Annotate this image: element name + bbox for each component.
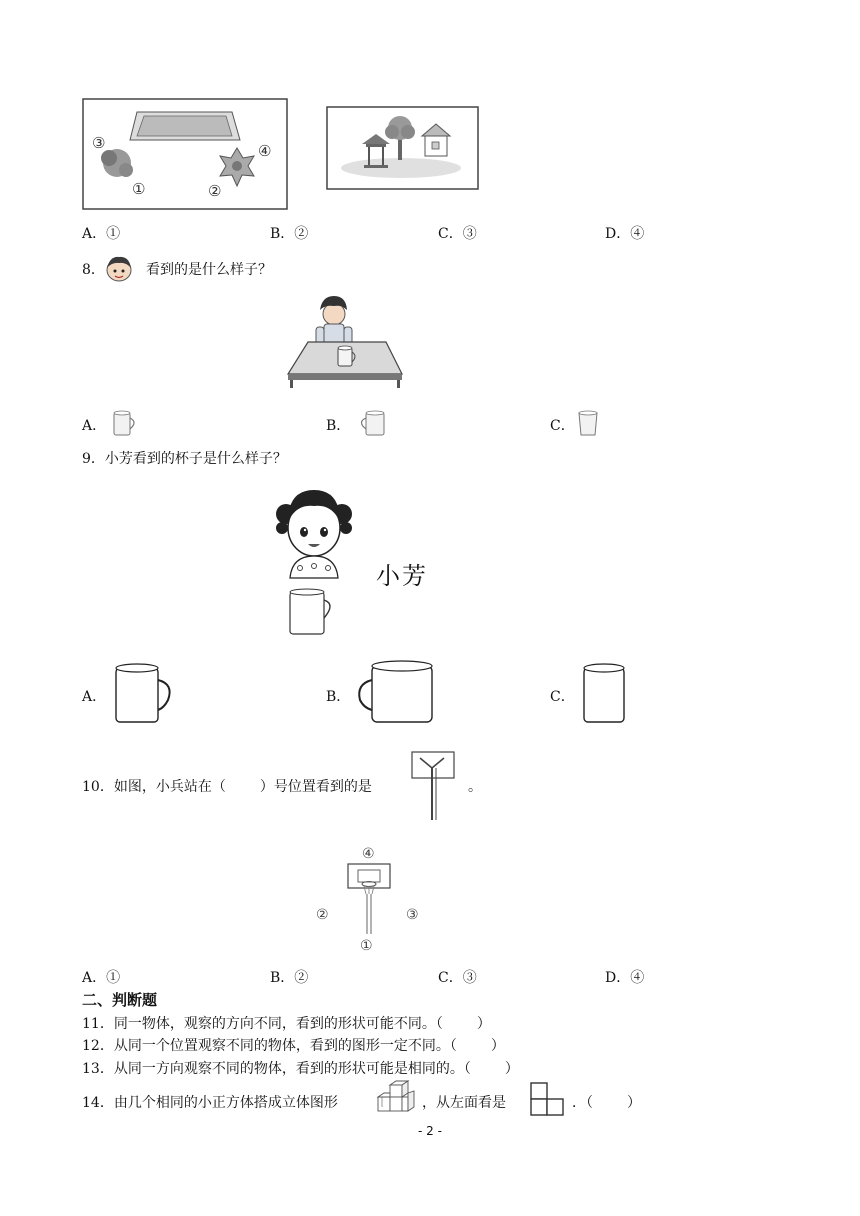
mug-no-handle-icon [580, 662, 628, 724]
option-value: ① [106, 226, 121, 242]
option-letter: C． [550, 689, 575, 705]
position-mark-1: ① [360, 938, 373, 954]
option-value: ③ [462, 226, 477, 242]
position-mark-3: ③ [406, 907, 419, 923]
item-text-after: ．（ [572, 1095, 593, 1111]
option-value: ② [294, 970, 309, 986]
q9-cup-figure [286, 588, 336, 638]
item-close: ） [476, 1016, 491, 1032]
item-close: ） [490, 1038, 505, 1054]
q9-option-c[interactable] [550, 686, 575, 706]
map-mark-3: ③ [92, 134, 106, 152]
q10-option-a[interactable] [82, 967, 120, 987]
boy-face-icon [104, 254, 134, 282]
q9-question [82, 448, 287, 468]
q8-number: 8． [82, 262, 105, 278]
q10-option-c[interactable] [438, 967, 477, 987]
judgement-item-14-end [572, 1092, 641, 1112]
mug-handle-right-icon [112, 662, 174, 724]
option-letter: C． [438, 970, 463, 986]
judgement-item-12 [82, 1035, 505, 1055]
q7-option-c[interactable] [438, 223, 477, 243]
cup-no-handle-icon [576, 409, 600, 437]
girl-name-label: 小芳 [376, 562, 428, 590]
option-letter: B． [270, 226, 295, 242]
item-close: ） [627, 1095, 641, 1111]
item-number: 11． [82, 1016, 114, 1032]
q8-question [82, 259, 105, 279]
option-letter: A． [82, 689, 107, 705]
q10-text-after: 。 [468, 779, 482, 795]
option-letter: D． [605, 226, 631, 242]
q8-option-b[interactable] [326, 415, 350, 435]
q10-hoop-diagram [310, 842, 430, 954]
position-mark-4: ④ [362, 846, 375, 862]
item-close: ） [504, 1061, 519, 1077]
option-letter: A． [82, 418, 107, 434]
q7-option-a[interactable] [82, 223, 120, 243]
map-mark-2: ② [208, 182, 222, 200]
q9-number: 9． [82, 451, 105, 467]
q8-boy-table-figure [286, 294, 406, 388]
q10-number: 10． [82, 779, 114, 795]
section-heading: 二、判断题 [82, 991, 158, 1009]
judgement-item-14-middle: ，从左面看是 [422, 1095, 506, 1111]
option-value: ④ [630, 226, 645, 242]
q10-text-before: 如图，小兵站在（ [113, 779, 226, 795]
map-mark-4: ④ [258, 142, 272, 160]
item-number: 13． [82, 1061, 114, 1077]
cube-stack-3d-icon [372, 1081, 416, 1115]
q7-option-d[interactable] [605, 223, 644, 243]
option-letter: B． [270, 970, 295, 986]
judgement-item-13 [82, 1058, 519, 1078]
position-mark-2: ② [316, 907, 329, 923]
item-number: 12． [82, 1038, 114, 1054]
option-value: ④ [630, 970, 645, 986]
q10-option-b[interactable] [270, 967, 308, 987]
q9-girl-figure [274, 482, 354, 580]
option-letter: C． [438, 226, 463, 242]
option-value: ① [106, 970, 121, 986]
q10-hoop-side-view-figure [410, 750, 456, 822]
mug-handle-left-icon [354, 660, 442, 726]
judgement-item-14-start [82, 1092, 338, 1112]
q9-option-b[interactable] [326, 686, 350, 706]
left-view-squares-icon [528, 1080, 566, 1118]
q8-option-a[interactable] [82, 415, 106, 435]
q9-text: 小芳看到的杯子是什么样子？ [104, 451, 287, 467]
item-text: 由几个相同的小正方体搭成立体图形 [113, 1095, 338, 1111]
option-letter: A． [82, 970, 107, 986]
item-text: 同一物体，观察的方向不同，看到的形状可能不同。（ [113, 1016, 443, 1032]
page-number: - 2 - [418, 1124, 442, 1138]
q8-text: 看到的是什么样子？ [146, 262, 272, 278]
option-letter: C． [550, 418, 575, 434]
q10-option-d[interactable] [605, 967, 644, 987]
q7-map-figure [82, 98, 288, 210]
q9-option-a[interactable] [82, 686, 106, 706]
option-letter: B． [326, 418, 351, 434]
map-mark-1: ① [132, 180, 146, 198]
item-text: 从同一个位置观察不同的物体，看到的图形一定不同。（ [113, 1038, 457, 1054]
option-value: ② [294, 226, 309, 242]
judgement-item-11 [82, 1013, 491, 1033]
item-number: 14． [82, 1095, 114, 1111]
option-letter: A． [82, 226, 107, 242]
cup-handle-left-icon [354, 409, 388, 437]
q10-text-middle: ）号位置看到的是 [259, 779, 372, 795]
q7-option-b[interactable] [270, 223, 308, 243]
q10-question [82, 776, 372, 796]
cup-handle-right-icon [110, 409, 140, 437]
option-value: ③ [462, 970, 477, 986]
item-text: 从同一方向观察不同的物体，看到的形状可能是相同的。（ [113, 1061, 471, 1077]
option-letter: B． [326, 689, 351, 705]
q7-scene-figure [326, 106, 479, 190]
option-letter: D． [605, 970, 631, 986]
q8-option-c[interactable] [550, 415, 575, 435]
